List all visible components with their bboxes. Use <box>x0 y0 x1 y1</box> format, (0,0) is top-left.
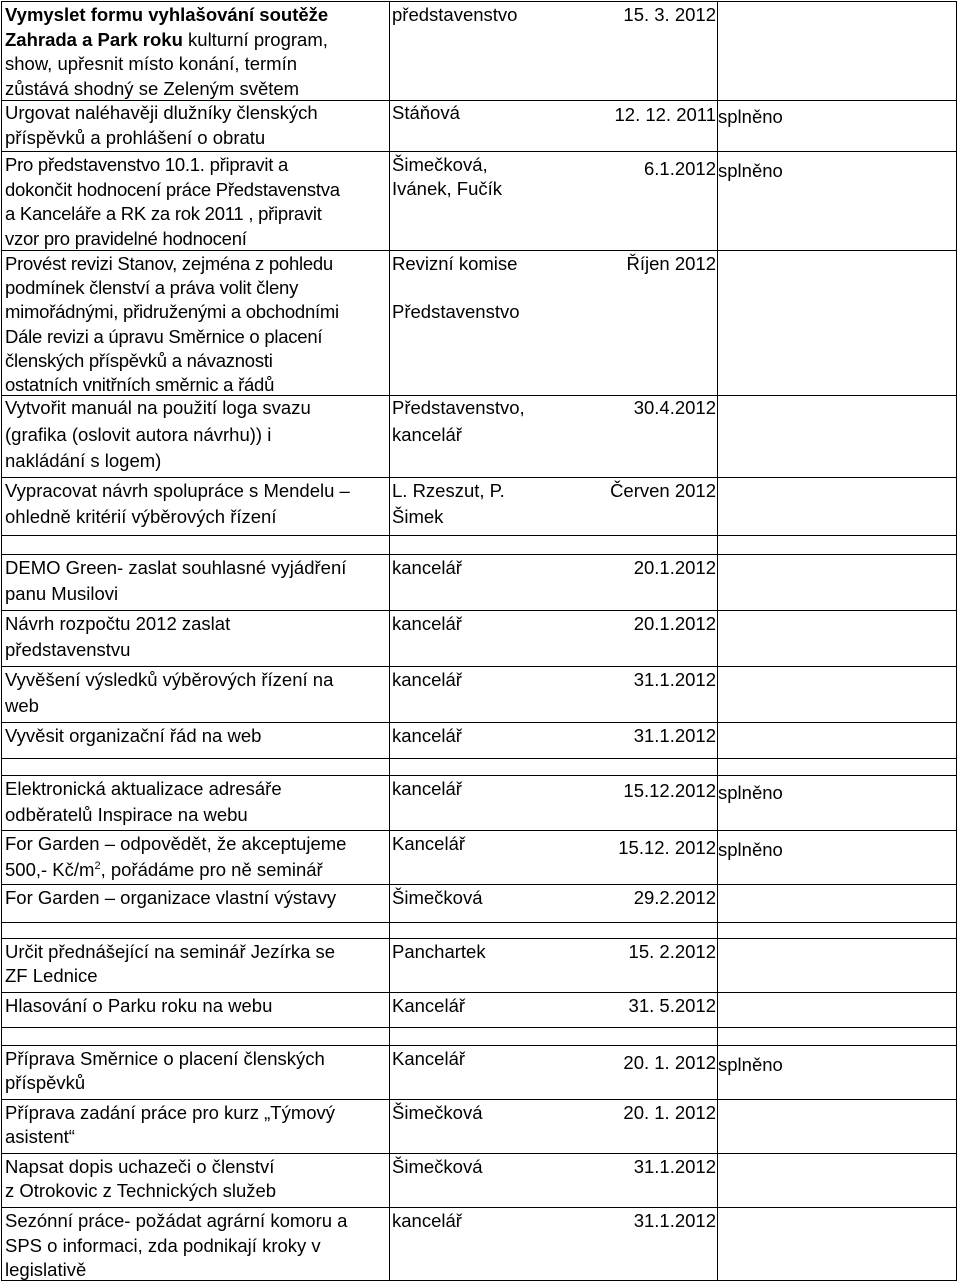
task-text: Vyvěsit organizační řád na web <box>5 725 262 746</box>
task-text: mimořádnými, přidruženými a obchodními <box>5 301 339 323</box>
status-text: splněno <box>718 160 783 181</box>
responsible-text: Stáňová <box>392 102 460 123</box>
responsible-text: Šimek <box>392 506 444 527</box>
responsible-text: Představenstvo <box>392 301 520 322</box>
task-text: For Garden – organizace vlastní výstavy <box>5 887 337 908</box>
deadline-text: 12. 12. 2011 <box>614 104 716 125</box>
task-text: podmínek členství a práva volit členy <box>5 277 299 299</box>
task-text: Vypracovat návrh spolupráce s Mendelu – <box>5 480 350 501</box>
row-border <box>1 884 957 885</box>
task-text: Příprava Směrnice o placení členských <box>5 1048 325 1069</box>
task-text: členských příspěvků a návaznosti <box>5 349 273 371</box>
deadline-text: 15.12. 2012 <box>618 837 716 858</box>
deadline-text: 20. 1. 2012 <box>623 1052 716 1073</box>
deadline-text: 15.12.2012 <box>623 780 716 801</box>
task-text: Určit přednášející na seminář Jezírka se <box>5 941 336 962</box>
deadline-text: 31.1.2012 <box>633 669 716 690</box>
task-text: Vymyslet formu vyhlašování soutěže <box>5 4 329 25</box>
task-text: web <box>5 695 39 716</box>
column-border <box>1 1 2 1280</box>
task-text: asistent“ <box>5 1126 75 1147</box>
responsible-text: kancelář <box>392 1210 462 1231</box>
deadline-text: Říjen 2012 <box>626 253 716 274</box>
task-text: Urgovat naléhavěji dlužníky členských <box>5 102 318 123</box>
row-border <box>1 151 957 152</box>
responsible-text: Šimečková <box>392 1156 483 1177</box>
deadline-text: 20. 1. 2012 <box>623 1102 716 1123</box>
deadline-text: 15. 3. 2012 <box>623 4 716 25</box>
responsible-text: Kancelář <box>392 833 466 854</box>
deadline-text: 15. 2.2012 <box>628 941 716 962</box>
task-text: z Otrokovic z Technických služeb <box>5 1180 277 1201</box>
task-text: For Garden – odpovědět, že akceptujeme <box>5 833 347 854</box>
task-text: Dále revizi a úpravu Směrnice o placení <box>5 325 323 347</box>
task-text: ohledně kritérií výběrových řízení <box>5 506 277 527</box>
task-text: ZF Lednice <box>5 965 98 986</box>
task-text: Příprava zadání práce pro kurz „Týmový <box>5 1102 336 1123</box>
task-text: Vyvěšení výsledků výběrových řízení na <box>5 669 334 690</box>
status-text: splněno <box>718 1054 783 1075</box>
task-text <box>5 858 323 883</box>
task-text: Provést revizi Stanov, zejména z pohledu <box>5 253 333 274</box>
deadline-text: 30.4.2012 <box>633 397 716 418</box>
task-text: příspěvků <box>5 1072 86 1093</box>
task-text: Návrh rozpočtu 2012 zaslat <box>5 613 231 634</box>
responsible-text: kancelář <box>392 423 462 445</box>
row-border <box>1 938 957 939</box>
task-text: nakládání s logem) <box>5 450 162 471</box>
responsible-text: Kancelář <box>392 1048 466 1069</box>
deadline-text: 31.1.2012 <box>633 1156 716 1177</box>
task-text: SPS o informaci, zda podnikají kroky v <box>5 1234 321 1256</box>
task-text: a Kanceláře a RK za rok 2011 , připravit <box>5 203 322 224</box>
status-text: splněno <box>718 106 783 127</box>
task-text: Napsat dopis uchazeči o členství <box>5 1156 275 1177</box>
row-border <box>1 722 957 723</box>
row-border <box>1 666 957 667</box>
task-text: dokončit hodnocení práce Představenstva <box>5 178 340 200</box>
deadline-text: 20.1.2012 <box>633 613 716 634</box>
column-border <box>956 1 957 1280</box>
responsible-text: Kancelář <box>392 995 466 1016</box>
row-border <box>1 758 957 759</box>
row-border <box>1 554 957 555</box>
task-text: (grafika (oslovit autora návrhu)) i <box>5 423 272 445</box>
task-text: ostatních vnitřních směrnic a řádů <box>5 374 275 395</box>
deadline-text: 20.1.2012 <box>633 557 716 578</box>
superscript: 2 <box>94 859 101 872</box>
row-border <box>1 1099 957 1100</box>
responsible-text: L. Rzeszut, P. <box>392 480 505 501</box>
task-text: show, upřesnit místo konání, termín <box>5 53 298 74</box>
row-border <box>1 775 957 776</box>
deadline-text: Červen 2012 <box>610 480 716 501</box>
responsible-text: kancelář <box>392 725 462 746</box>
row-border <box>1 830 957 831</box>
task-text: DEMO Green- zaslat souhlasné vyjádření <box>5 557 347 578</box>
row-border <box>1 1 957 2</box>
row-border <box>1 922 957 923</box>
task-text: Pro představenstvo 10.1. připravit a <box>5 154 289 175</box>
responsible-text: Revizní komise <box>392 253 518 274</box>
task-text: odběratelů Inspirace na webu <box>5 804 248 825</box>
deadline-text: 31.1.2012 <box>633 1210 716 1231</box>
row-border <box>1 1280 957 1281</box>
row-border <box>1 1027 957 1028</box>
row-border <box>1 1045 957 1046</box>
task-text: vzor pro pravidelné hodnocení <box>5 227 247 249</box>
task-text <box>5 28 328 53</box>
row-border <box>1 477 957 478</box>
responsible-text: Šimečková <box>392 887 483 908</box>
row-border <box>1 535 957 536</box>
task-text: Vytvořit manuál na použití loga svazu <box>5 397 311 418</box>
task-text-rest: kulturní program, <box>182 28 328 50</box>
task-text: představenstvu <box>5 639 131 660</box>
responsible-text: představenstvo <box>392 4 518 25</box>
responsible-text: Panchartek <box>392 941 486 962</box>
task-text-bold: Zahrada a Park roku <box>5 28 183 50</box>
row-border <box>1 610 957 611</box>
task-text: Sezónní práce- požádat agrární komoru a <box>5 1210 348 1231</box>
responsible-text: kancelář <box>392 778 462 799</box>
responsible-text: kancelář <box>392 669 462 690</box>
row-border <box>1 1207 957 1208</box>
responsible-text: kancelář <box>392 613 462 634</box>
column-border <box>389 1 390 1280</box>
column-border <box>717 1 718 1280</box>
responsible-text: Šimečková, <box>392 154 488 175</box>
responsible-text: kancelář <box>392 557 462 578</box>
task-text-part: 500,- Kč/m <box>5 859 95 880</box>
status-text: splněno <box>718 782 783 803</box>
task-text: příspěvků a prohlášení o obratu <box>5 126 266 148</box>
task-text: Hlasování o Parku roku na webu <box>5 995 273 1016</box>
deadline-text: 29.2.2012 <box>633 887 716 908</box>
status-text: splněno <box>718 839 783 860</box>
deadline-text: 31.1.2012 <box>633 725 716 746</box>
task-text: zůstává shodný se Zeleným světem <box>5 77 300 99</box>
row-border <box>1 1153 957 1154</box>
row-border <box>1 992 957 993</box>
task-text-part: , pořádáme pro ně seminář <box>100 859 323 880</box>
task-text: Elektronická aktualizace adresáře <box>5 778 282 799</box>
deadline-text: 6.1.2012 <box>643 158 716 179</box>
responsible-text: Šimečková <box>392 1102 483 1123</box>
responsible-text: Představenstvo, <box>392 397 525 418</box>
deadline-text: 31. 5.2012 <box>628 995 716 1016</box>
task-text: panu Musilovi <box>5 583 119 604</box>
task-text: legislativě <box>5 1259 87 1280</box>
responsible-text: Ivánek, Fučík <box>392 178 503 199</box>
